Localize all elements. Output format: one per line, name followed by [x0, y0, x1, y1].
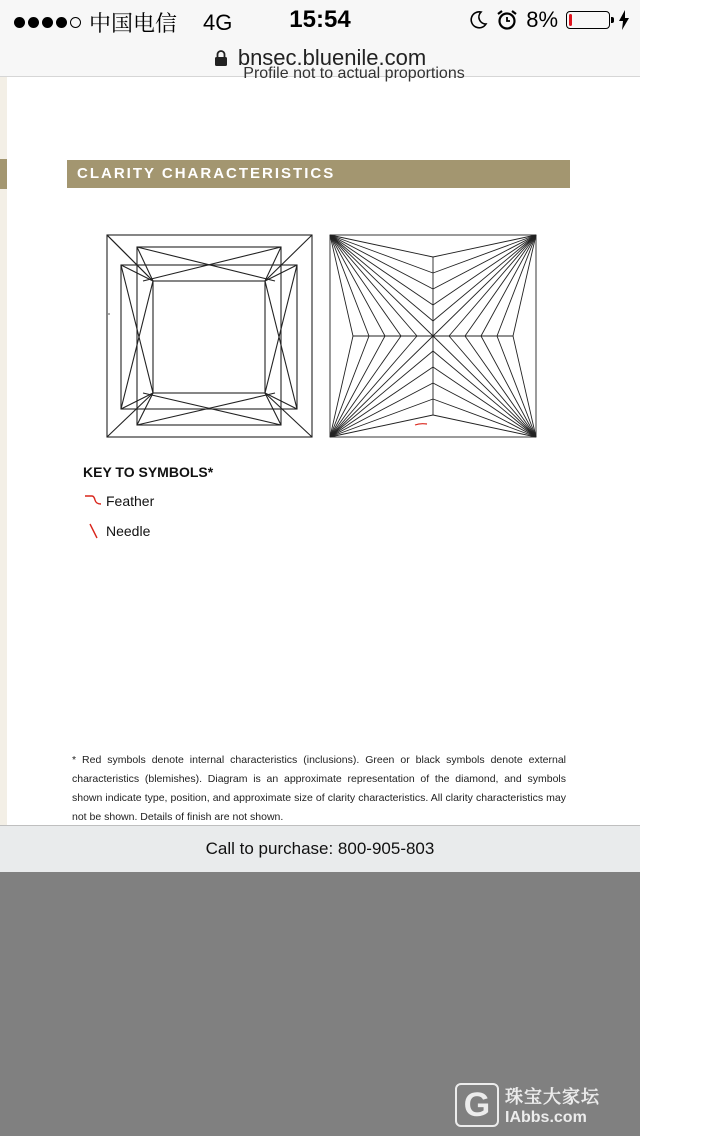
key-item-needle [84, 523, 150, 539]
moon-icon [468, 10, 488, 30]
pavilion-view-diagram [330, 235, 536, 437]
watermark-text [505, 1083, 600, 1127]
page-left-border [0, 77, 7, 825]
call-to-purchase-link[interactable]: Call to purchase: 800-905-803 [205, 839, 435, 858]
lock-icon [214, 50, 228, 66]
crown-view-diagram [107, 235, 312, 437]
cut-caption: Profile not to actual proportions [243, 65, 465, 82]
key-item-feather [84, 493, 154, 509]
call-to-purchase-bar[interactable] [0, 825, 640, 873]
battery-icon [566, 11, 610, 29]
status-right [468, 7, 630, 33]
key-to-symbols-title: KEY TO SYMBOLS* [83, 464, 214, 480]
clarity-diagram [105, 233, 539, 443]
charging-bolt-icon [618, 10, 630, 30]
network-type: 4G [203, 9, 233, 35]
watermark-logo-icon: G [455, 1083, 499, 1127]
key-item-label: Feather [106, 493, 155, 509]
watermark-name-en: IAbbs.com [505, 1109, 587, 1126]
battery-percent: 8% [526, 7, 558, 32]
clock-time: 15:54 [289, 6, 351, 33]
url-text[interactable]: bnsec.bluenile.com [237, 45, 427, 70]
key-item-label: Needle [106, 523, 151, 539]
needle-symbol-icon [84, 523, 102, 539]
status-bar [0, 0, 640, 40]
web-page-content [0, 65, 640, 825]
page-left-accent [0, 159, 7, 189]
section-title: CLARITY CHARACTERISTICS [77, 165, 336, 182]
alarm-clock-icon [496, 9, 518, 31]
battery-fill [569, 14, 572, 26]
footnote-text: * Red symbols denote internal characteristics (inclusions). Green or black symbols denote external characteristics (blemishes). Diagram is an approximate representation of the diamond, and symbols shown indicate type, position, and approximate size of clarity characteristics. All clarity characteristics may not be shown. Details of finish are not shown. [72, 754, 566, 823]
carrier-name: 中国电信 [89, 11, 178, 36]
feather-inclusion-mark [415, 424, 427, 425]
watermark [455, 1080, 635, 1130]
section-header [67, 160, 570, 188]
feather-symbol-icon [84, 494, 102, 508]
watermark-name-cn: 珠宝大家坛 [505, 1087, 600, 1107]
